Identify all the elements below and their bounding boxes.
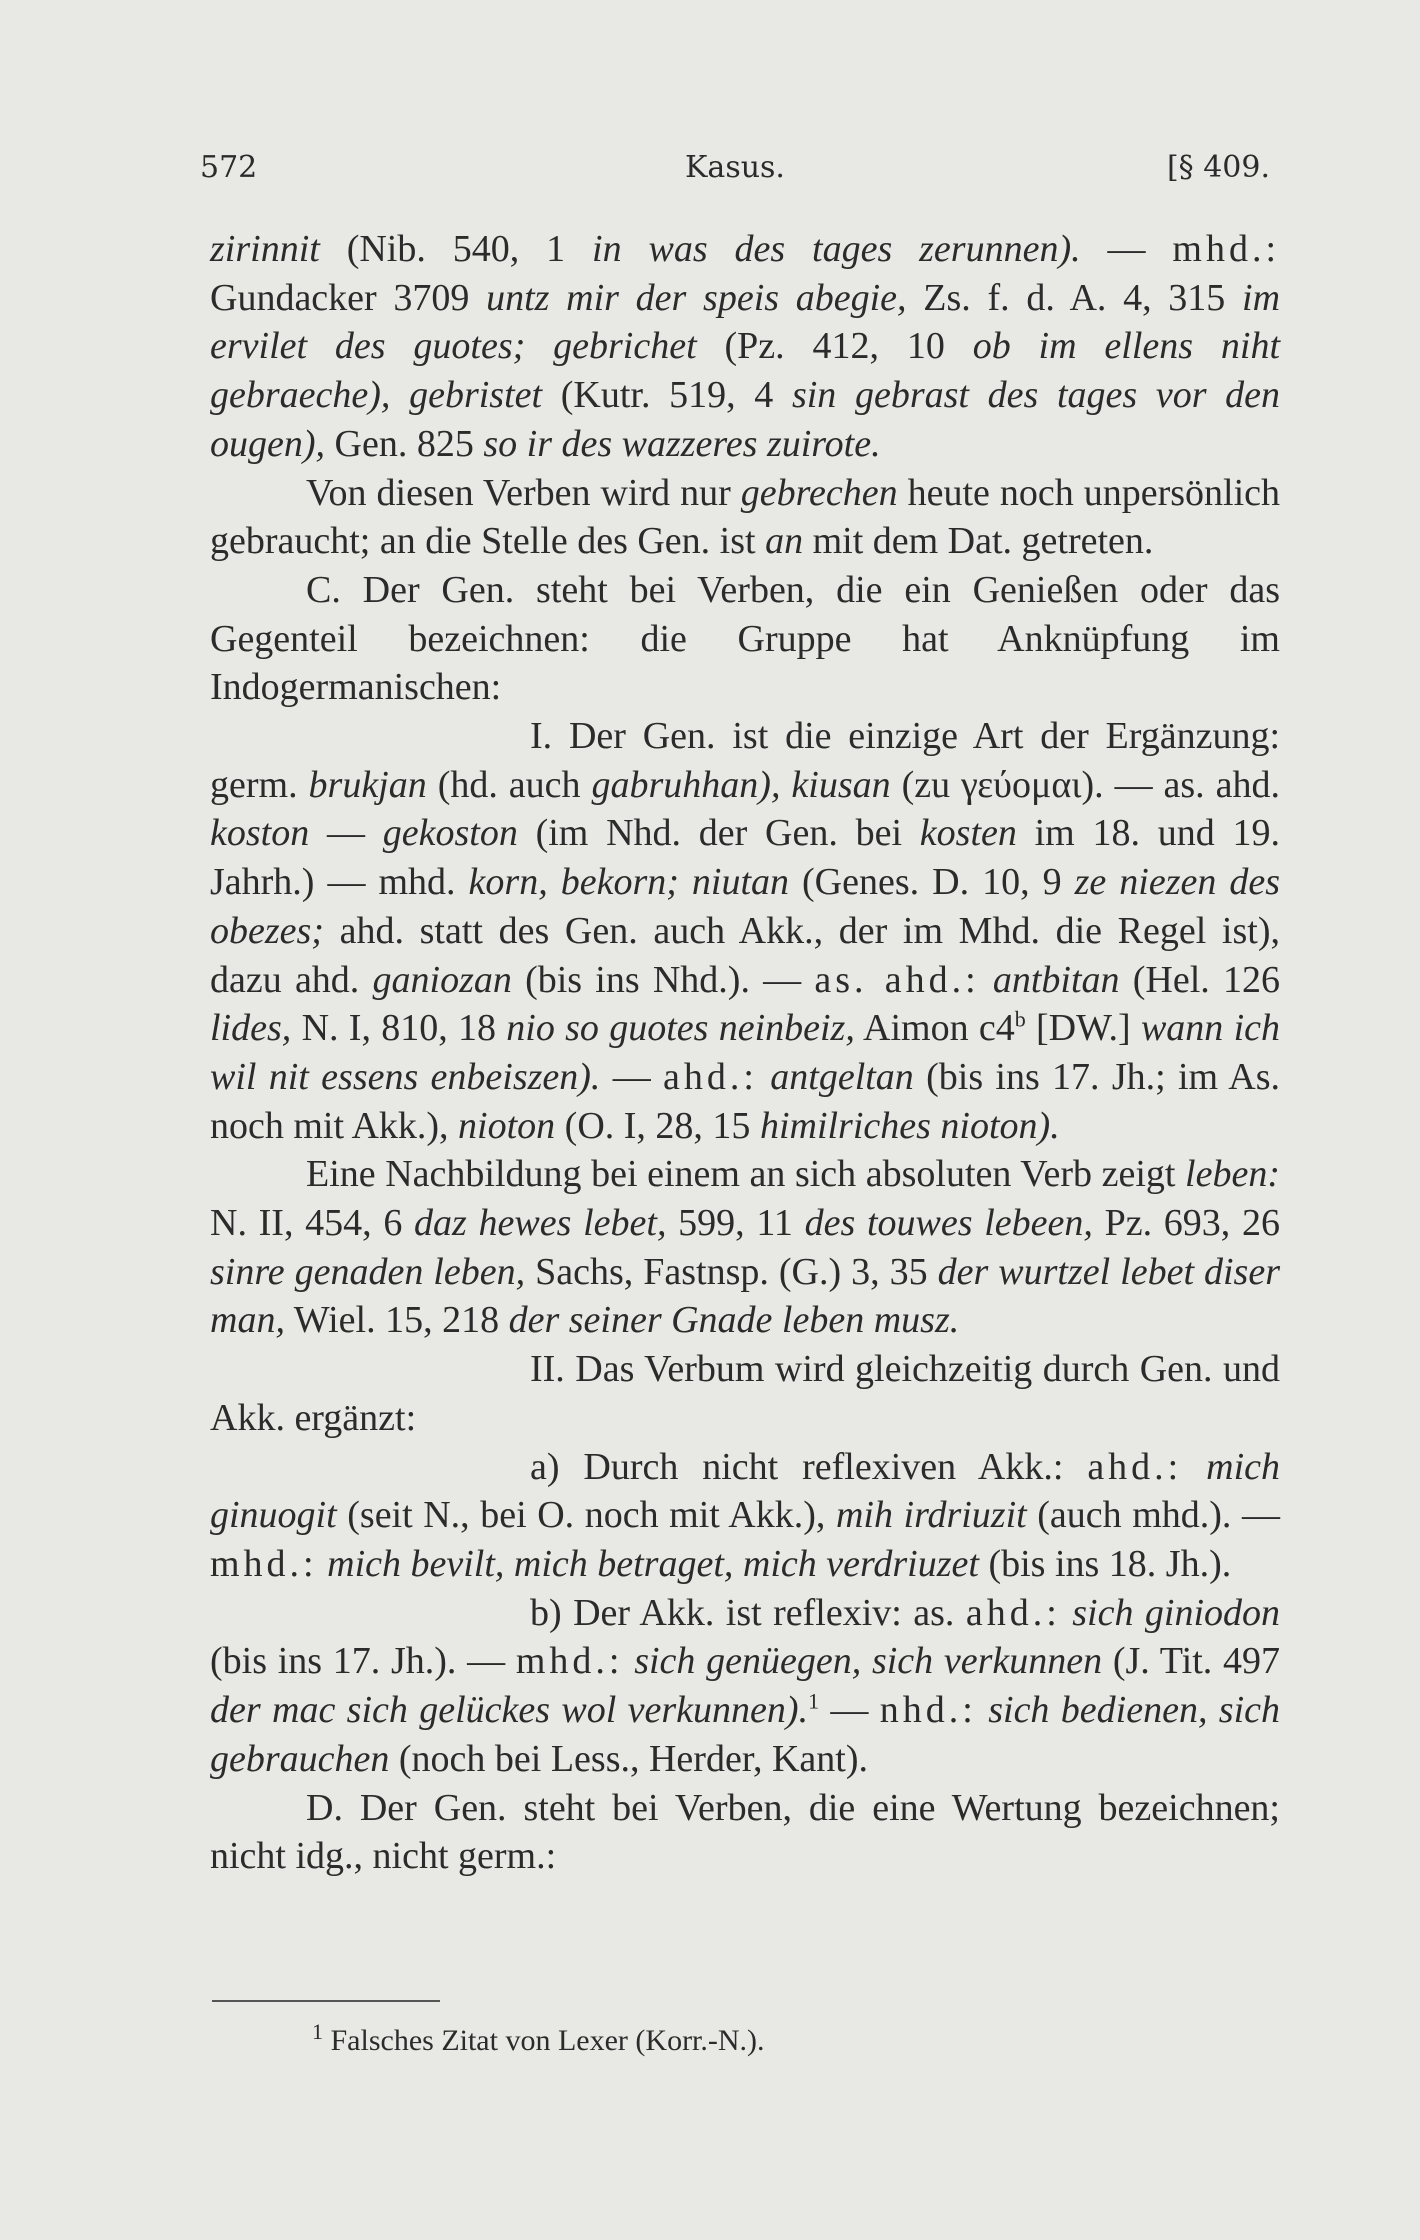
footnote-text: Falsches Zitat von Lexer (Korr.-N.). [330,2024,765,2057]
paragraph-section-c-ii-a: a) Durch nicht reflexiven Akk.: ahd.: mich ginuogit (seit N., bei O. noch mit Akk.), mih irdriuzit (auch mhd.). — mhd.: mich bevilt, mich betraget, mich verdriuzet (bis ins 18. Jh.). [210,1445,1281,1585]
running-title: Kasus. [685,150,785,185]
page-number: 572 [200,150,258,185]
main-text [210,225,1280,1881]
paragraph-continuation: zirinnit (Nib. 540, 1 in was des tages zerunnen). — mhd.: Gundacker 3709 untz mir der speis abegie, Zs. f. d. A. 4, 315 im ervilet des guotes; gebrichet (Pz. 412, 10 ob im ellens niht gebraeche), gebristet (Kutr. 519, 4 sin gebrast des tages vor den ougen), Gen. 825 so ir des wazzeres zuirote. [210,228,1281,465]
paragraph-section-c: C. Der Gen. steht bei Verben, die ein Genießen oder das Gegenteil bezeichnen: die Gruppe hat Anknüpfung im Indogermanischen: [210,568,1280,709]
footnote-divider [212,2000,440,2002]
paragraph-nachbildung: Eine Nachbildung bei einem an sich absoluten Verb zeigt leben: N. II, 454, 6 daz hewes lebet, 599, 11 des touwes lebeen, Pz. 693, 26 sinre genaden leben, Sachs, Fastnsp. (G.) 3, 35 der wurtzel lebet diser man, Wiel. 15, 218 der seiner Gnade leben musz. [210,1153,1280,1342]
paragraph-section-d: D. Der Gen. steht bei Verben, die eine Wertung bezeichnen; nicht idg., nicht germ.: [210,1786,1280,1878]
footnote-reference: 1 [808,1688,820,1714]
footnote-marker: 1 [312,2019,323,2044]
paragraph-section-c-ii-b: b) Der Akk. ist reflexiv: as. ahd.: sich giniodon (bis ins 17. Jh.). — mhd.: sich genüegen, sich verkunnen (J. Tit. 497 der mac sich gelückes wol verkunnen).$^1$ — nhd.: sich bedienen, sich gebrauchen (noch bei Less., Herder, Kant). [210,1591,1281,1780]
footnote [312,2019,765,2058]
paragraph-unpersoenlich: Von diesen Verben wird nur gebrechen heute noch unpersönlich gebraucht; an die Stelle des Gen. ist an mit dem Dat. getreten. [210,471,1280,563]
section-reference: [§ 409. [1166,150,1270,185]
paragraph-section-c-i: I. Der Gen. ist die einzige Art der Ergänzung: germ. brukjan (hd. auch gabruhhan), kiusan (zu γεύομαι). — as. ahd. koston — gekoston (im Nhd. der Gen. bei kosten im 18. und 19. Jahrh.) — mhd. korn, bekorn; niutan (Genes. D. 10, 9 ze niezen des obezes; ahd. statt des Gen. auch Akk., der im Mhd. die Regel ist), dazu ahd. ganiozan (bis ins Nhd.). — as. ahd.: antbitan (Hel. 126 lides, N. I, 810, 18 nio so guotes neinbeiz, Aimon c4$^b$ [DW.] wann ich wil nit essens enbeiszen). — ahd.: antgeltan (bis ins 17. Jh.; im As. noch mit Akk.), nioton (O. I, 28, 15 himilriches nioton). [210,715,1281,1147]
paragraph-section-c-ii: II. Das Verbum wird gleichzeitig durch Gen. und Akk. ergänzt: [210,1348,1280,1439]
running-header [200,150,1270,190]
